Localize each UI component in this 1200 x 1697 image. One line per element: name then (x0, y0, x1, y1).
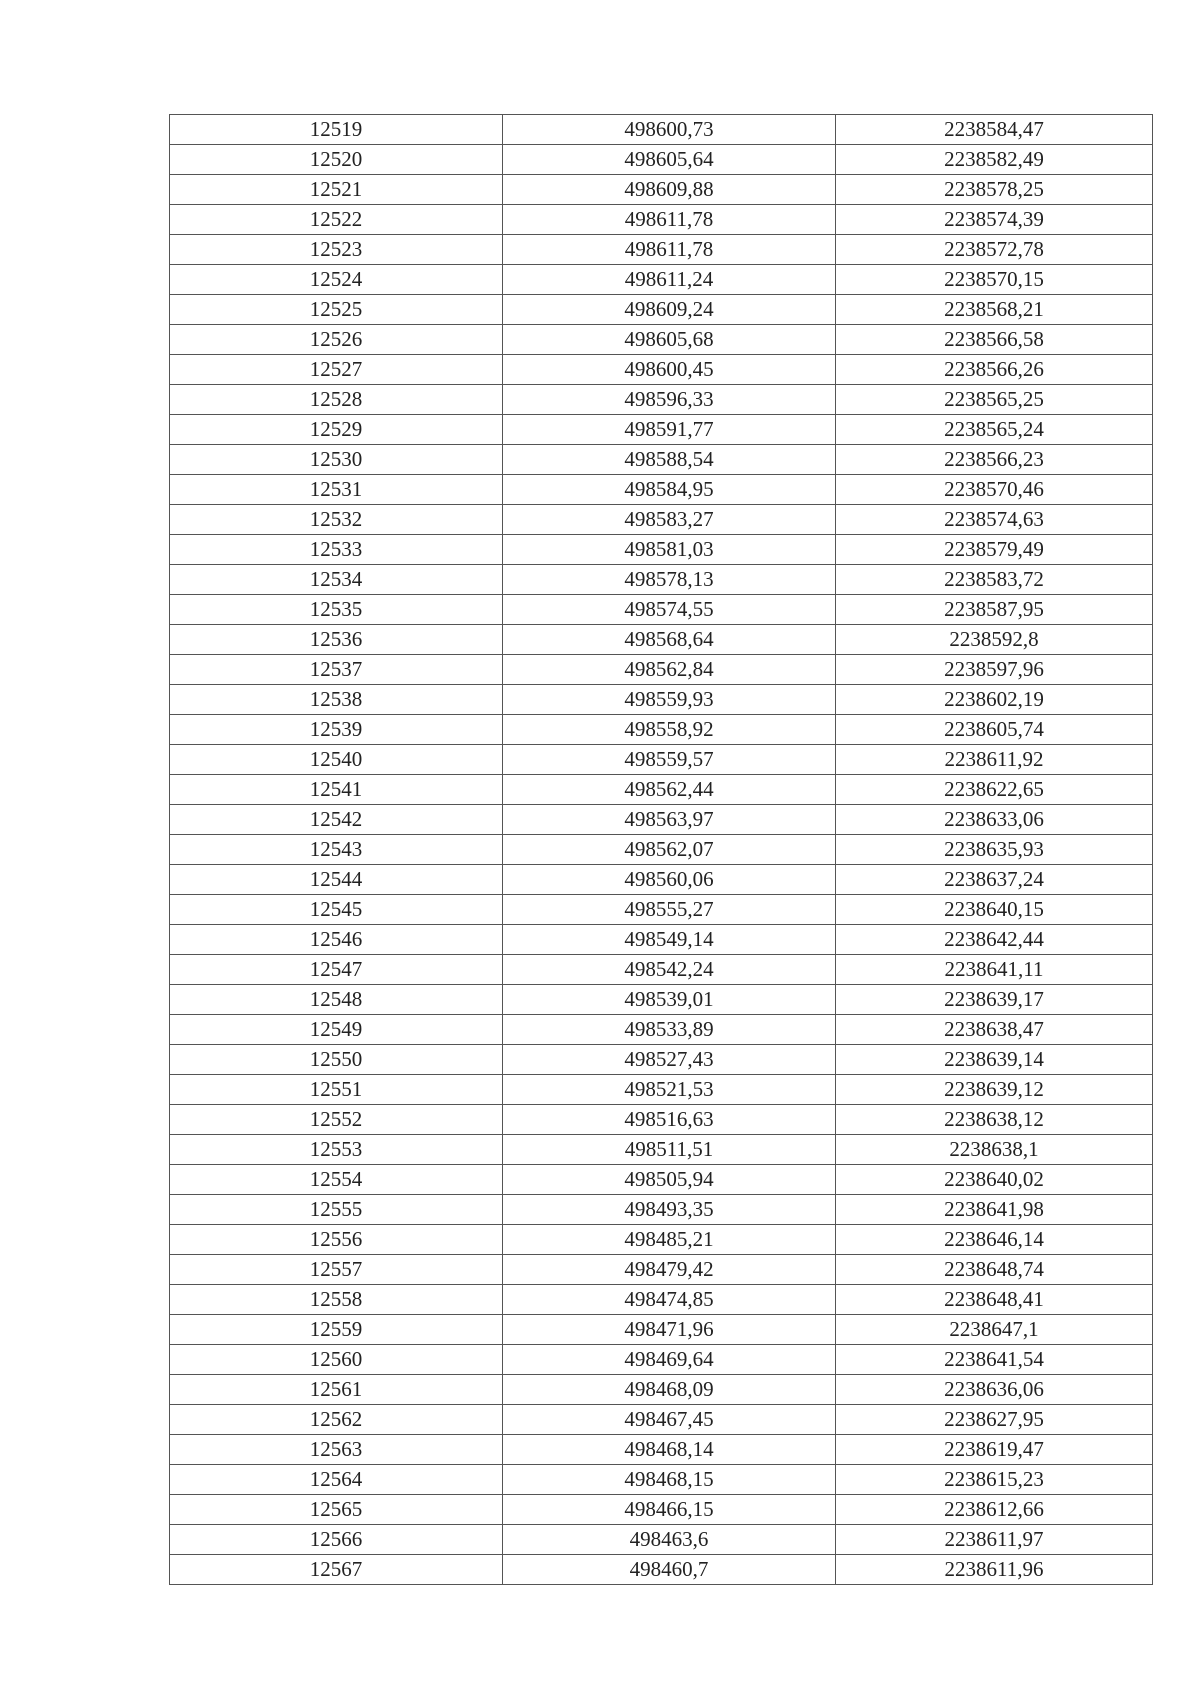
table-row (170, 1075, 1153, 1105)
table-row (170, 415, 1153, 445)
x-coordinate-cell: 498605,64 (503, 145, 836, 175)
x-coordinate-cell: 498600,73 (503, 115, 836, 145)
y-coordinate-cell: 2238587,95 (836, 595, 1153, 625)
x-coordinate-cell: 498558,92 (503, 715, 836, 745)
table-row (170, 625, 1153, 655)
table-row (170, 475, 1153, 505)
point-number-cell: 12520 (170, 145, 503, 175)
point-number-cell: 12551 (170, 1075, 503, 1105)
y-coordinate-cell: 2238566,58 (836, 325, 1153, 355)
x-coordinate-cell: 498562,44 (503, 775, 836, 805)
table-row (170, 535, 1153, 565)
table-row (170, 1255, 1153, 1285)
table-row (170, 1375, 1153, 1405)
x-coordinate-cell: 498609,88 (503, 175, 836, 205)
table-row (170, 355, 1153, 385)
x-coordinate-cell: 498521,53 (503, 1075, 836, 1105)
point-number-cell: 12521 (170, 175, 503, 205)
table-row (170, 865, 1153, 895)
x-coordinate-cell: 498493,35 (503, 1195, 836, 1225)
point-number-cell: 12556 (170, 1225, 503, 1255)
y-coordinate-cell: 2238612,66 (836, 1495, 1153, 1525)
point-number-cell: 12540 (170, 745, 503, 775)
table-row (170, 1405, 1153, 1435)
y-coordinate-cell: 2238611,97 (836, 1525, 1153, 1555)
table-row (170, 775, 1153, 805)
x-coordinate-cell: 498559,93 (503, 685, 836, 715)
y-coordinate-cell: 2238570,15 (836, 265, 1153, 295)
x-coordinate-cell: 498533,89 (503, 1015, 836, 1045)
table-row (170, 1195, 1153, 1225)
x-coordinate-cell: 498469,64 (503, 1345, 836, 1375)
y-coordinate-cell: 2238578,25 (836, 175, 1153, 205)
table-row (170, 175, 1153, 205)
point-number-cell: 12563 (170, 1435, 503, 1465)
y-coordinate-cell: 2238566,26 (836, 355, 1153, 385)
point-number-cell: 12566 (170, 1525, 503, 1555)
point-number-cell: 12558 (170, 1285, 503, 1315)
point-number-cell: 12535 (170, 595, 503, 625)
point-number-cell: 12562 (170, 1405, 503, 1435)
x-coordinate-cell: 498562,84 (503, 655, 836, 685)
point-number-cell: 12525 (170, 295, 503, 325)
table-row (170, 115, 1153, 145)
table-row (170, 955, 1153, 985)
y-coordinate-cell: 2238566,23 (836, 445, 1153, 475)
x-coordinate-cell: 498539,01 (503, 985, 836, 1015)
x-coordinate-cell: 498474,85 (503, 1285, 836, 1315)
point-number-cell: 12560 (170, 1345, 503, 1375)
table-row (170, 1165, 1153, 1195)
point-number-cell: 12555 (170, 1195, 503, 1225)
x-coordinate-cell: 498559,57 (503, 745, 836, 775)
point-number-cell: 12542 (170, 805, 503, 835)
x-coordinate-cell: 498584,95 (503, 475, 836, 505)
y-coordinate-cell: 2238574,63 (836, 505, 1153, 535)
point-number-cell: 12530 (170, 445, 503, 475)
x-coordinate-cell: 498460,7 (503, 1555, 836, 1585)
point-number-cell: 12523 (170, 235, 503, 265)
point-number-cell: 12541 (170, 775, 503, 805)
table-row (170, 745, 1153, 775)
y-coordinate-cell: 2238615,23 (836, 1465, 1153, 1495)
y-coordinate-cell: 2238633,06 (836, 805, 1153, 835)
table-row (170, 1315, 1153, 1345)
y-coordinate-cell: 2238640,15 (836, 895, 1153, 925)
y-coordinate-cell: 2238568,21 (836, 295, 1153, 325)
table-row (170, 805, 1153, 835)
x-coordinate-cell: 498574,55 (503, 595, 836, 625)
y-coordinate-cell: 2238638,12 (836, 1105, 1153, 1135)
x-coordinate-cell: 498591,77 (503, 415, 836, 445)
y-coordinate-cell: 2238622,65 (836, 775, 1153, 805)
y-coordinate-cell: 2238647,1 (836, 1315, 1153, 1345)
y-coordinate-cell: 2238636,06 (836, 1375, 1153, 1405)
table-row (170, 1555, 1153, 1585)
table-row (170, 1015, 1153, 1045)
x-coordinate-cell: 498549,14 (503, 925, 836, 955)
x-coordinate-cell: 498611,24 (503, 265, 836, 295)
y-coordinate-cell: 2238638,47 (836, 1015, 1153, 1045)
x-coordinate-cell: 498468,14 (503, 1435, 836, 1465)
y-coordinate-cell: 2238639,12 (836, 1075, 1153, 1105)
y-coordinate-cell: 2238642,44 (836, 925, 1153, 955)
y-coordinate-cell: 2238648,41 (836, 1285, 1153, 1315)
table-row (170, 1435, 1153, 1465)
x-coordinate-cell: 498542,24 (503, 955, 836, 985)
y-coordinate-cell: 2238565,25 (836, 385, 1153, 415)
x-coordinate-cell: 498560,06 (503, 865, 836, 895)
y-coordinate-cell: 2238572,78 (836, 235, 1153, 265)
coordinates-table-body (170, 115, 1153, 1585)
x-coordinate-cell: 498596,33 (503, 385, 836, 415)
point-number-cell: 12522 (170, 205, 503, 235)
table-row (170, 1495, 1153, 1525)
y-coordinate-cell: 2238635,93 (836, 835, 1153, 865)
y-coordinate-cell: 2238574,39 (836, 205, 1153, 235)
point-number-cell: 12557 (170, 1255, 503, 1285)
point-number-cell: 12537 (170, 655, 503, 685)
table-row (170, 1045, 1153, 1075)
table-row (170, 145, 1153, 175)
x-coordinate-cell: 498485,21 (503, 1225, 836, 1255)
x-coordinate-cell: 498611,78 (503, 235, 836, 265)
y-coordinate-cell: 2238579,49 (836, 535, 1153, 565)
x-coordinate-cell: 498467,45 (503, 1405, 836, 1435)
x-coordinate-cell: 498516,63 (503, 1105, 836, 1135)
x-coordinate-cell: 498588,54 (503, 445, 836, 475)
table-row (170, 565, 1153, 595)
y-coordinate-cell: 2238611,92 (836, 745, 1153, 775)
table-row (170, 505, 1153, 535)
y-coordinate-cell: 2238641,54 (836, 1345, 1153, 1375)
y-coordinate-cell: 2238582,49 (836, 145, 1153, 175)
x-coordinate-cell: 498463,6 (503, 1525, 836, 1555)
table-row (170, 265, 1153, 295)
y-coordinate-cell: 2238583,72 (836, 565, 1153, 595)
y-coordinate-cell: 2238605,74 (836, 715, 1153, 745)
x-coordinate-cell: 498611,78 (503, 205, 836, 235)
x-coordinate-cell: 498471,96 (503, 1315, 836, 1345)
x-coordinate-cell: 498583,27 (503, 505, 836, 535)
point-number-cell: 12536 (170, 625, 503, 655)
point-number-cell: 12546 (170, 925, 503, 955)
y-coordinate-cell: 2238597,96 (836, 655, 1153, 685)
point-number-cell: 12529 (170, 415, 503, 445)
y-coordinate-cell: 2238639,17 (836, 985, 1153, 1015)
point-number-cell: 12565 (170, 1495, 503, 1525)
table-row (170, 1135, 1153, 1165)
table-row (170, 325, 1153, 355)
point-number-cell: 12545 (170, 895, 503, 925)
point-number-cell: 12526 (170, 325, 503, 355)
y-coordinate-cell: 2238611,96 (836, 1555, 1153, 1585)
point-number-cell: 12538 (170, 685, 503, 715)
y-coordinate-cell: 2238646,14 (836, 1225, 1153, 1255)
x-coordinate-cell: 498468,15 (503, 1465, 836, 1495)
y-coordinate-cell: 2238648,74 (836, 1255, 1153, 1285)
x-coordinate-cell: 498568,64 (503, 625, 836, 655)
x-coordinate-cell: 498609,24 (503, 295, 836, 325)
y-coordinate-cell: 2238619,47 (836, 1435, 1153, 1465)
y-coordinate-cell: 2238637,24 (836, 865, 1153, 895)
point-number-cell: 12554 (170, 1165, 503, 1195)
point-number-cell: 12549 (170, 1015, 503, 1045)
x-coordinate-cell: 498605,68 (503, 325, 836, 355)
x-coordinate-cell: 498600,45 (503, 355, 836, 385)
x-coordinate-cell: 498527,43 (503, 1045, 836, 1075)
x-coordinate-cell: 498479,42 (503, 1255, 836, 1285)
y-coordinate-cell: 2238641,11 (836, 955, 1153, 985)
table-row (170, 445, 1153, 475)
point-number-cell: 12567 (170, 1555, 503, 1585)
point-number-cell: 12553 (170, 1135, 503, 1165)
point-number-cell: 12550 (170, 1045, 503, 1075)
x-coordinate-cell: 498505,94 (503, 1165, 836, 1195)
x-coordinate-cell: 498563,97 (503, 805, 836, 835)
y-coordinate-cell: 2238641,98 (836, 1195, 1153, 1225)
table-row (170, 715, 1153, 745)
x-coordinate-cell: 498578,13 (503, 565, 836, 595)
point-number-cell: 12561 (170, 1375, 503, 1405)
point-number-cell: 12534 (170, 565, 503, 595)
point-number-cell: 12527 (170, 355, 503, 385)
point-number-cell: 12559 (170, 1315, 503, 1345)
table-row (170, 385, 1153, 415)
x-coordinate-cell: 498555,27 (503, 895, 836, 925)
point-number-cell: 12528 (170, 385, 503, 415)
point-number-cell: 12543 (170, 835, 503, 865)
point-number-cell: 12552 (170, 1105, 503, 1135)
table-row (170, 235, 1153, 265)
y-coordinate-cell: 2238638,1 (836, 1135, 1153, 1165)
point-number-cell: 12533 (170, 535, 503, 565)
point-number-cell: 12532 (170, 505, 503, 535)
point-number-cell: 12524 (170, 265, 503, 295)
y-coordinate-cell: 2238592,8 (836, 625, 1153, 655)
table-row (170, 1525, 1153, 1555)
point-number-cell: 12547 (170, 955, 503, 985)
y-coordinate-cell: 2238639,14 (836, 1045, 1153, 1075)
x-coordinate-cell: 498562,07 (503, 835, 836, 865)
table-row (170, 595, 1153, 625)
point-number-cell: 12539 (170, 715, 503, 745)
table-row (170, 1285, 1153, 1315)
point-number-cell: 12544 (170, 865, 503, 895)
y-coordinate-cell: 2238565,24 (836, 415, 1153, 445)
table-row (170, 685, 1153, 715)
y-coordinate-cell: 2238602,19 (836, 685, 1153, 715)
x-coordinate-cell: 498468,09 (503, 1375, 836, 1405)
table-row (170, 1105, 1153, 1135)
table-row (170, 835, 1153, 865)
x-coordinate-cell: 498581,03 (503, 535, 836, 565)
table-row (170, 205, 1153, 235)
y-coordinate-cell: 2238627,95 (836, 1405, 1153, 1435)
y-coordinate-cell: 2238584,47 (836, 115, 1153, 145)
table-row (170, 1345, 1153, 1375)
table-row (170, 295, 1153, 325)
y-coordinate-cell: 2238570,46 (836, 475, 1153, 505)
point-number-cell: 12548 (170, 985, 503, 1015)
point-number-cell: 12531 (170, 475, 503, 505)
point-number-cell: 12519 (170, 115, 503, 145)
table-row (170, 1465, 1153, 1495)
x-coordinate-cell: 498466,15 (503, 1495, 836, 1525)
table-row (170, 985, 1153, 1015)
table-row (170, 895, 1153, 925)
y-coordinate-cell: 2238640,02 (836, 1165, 1153, 1195)
table-row (170, 655, 1153, 685)
point-number-cell: 12564 (170, 1465, 503, 1495)
table-row (170, 1225, 1153, 1255)
table-row (170, 925, 1153, 955)
coordinates-table (169, 114, 1153, 1585)
x-coordinate-cell: 498511,51 (503, 1135, 836, 1165)
